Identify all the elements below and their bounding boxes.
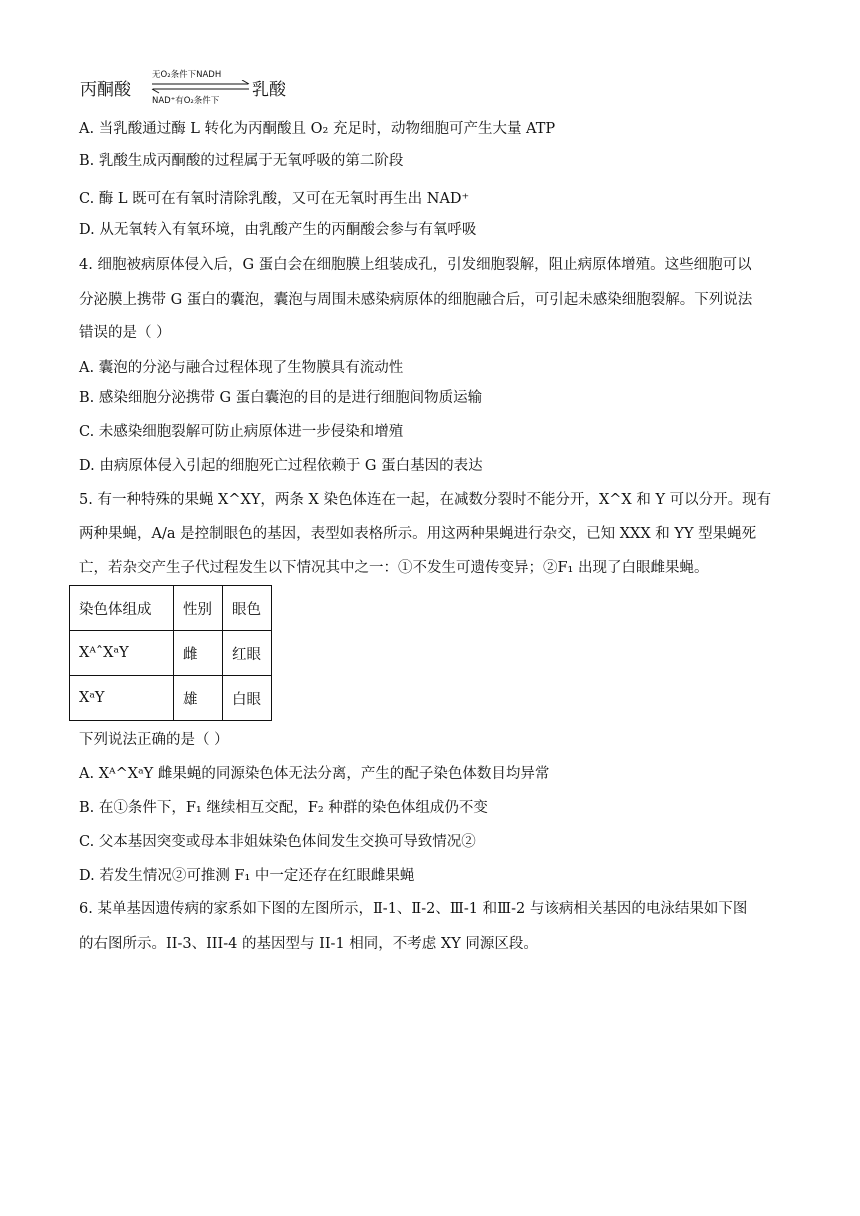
table-row	[70, 676, 272, 721]
q5-stem-line-1: 5. 有一种特殊的果蝇 X^XY，两条 X 染色体连在一起，在减数分裂时不能分开，X^X 和 Y 可以分开。现有	[79, 492, 772, 508]
reversible-arrow-icon	[150, 80, 252, 94]
q4-stem-line-1: 4. 细胞被病原体侵入后，G 蛋白会在细胞膜上组装成孔，引发细胞裂解，阻止病原体增殖。这些细胞可以	[79, 257, 752, 273]
q4-option-a: A. 囊泡的分泌与融合过程体现了生物膜具有流动性	[79, 360, 404, 376]
table-row	[70, 631, 272, 676]
q4-option-c: C. 未感染细胞裂解可防止病原体进一步侵染和增殖	[79, 424, 404, 440]
q5-stem-line-2: 两种果蝇，A/a 是控制眼色的基因，表型如表格所示。用这两种果蝇进行杂交，已知 XXX 和 YY 型果蝇死	[79, 526, 757, 542]
reaction-top-condition: 无O₂条件下NADH	[152, 70, 222, 80]
table-cell: XᴬˆXᵃY	[70, 631, 174, 676]
q5-prompt: 下列说法正确的是（ ）	[79, 732, 229, 748]
q3-option-c: C. 酶 L 既可在有氧时清除乳酸，又可在无氧时再生出 NAD⁺	[79, 191, 470, 207]
reaction-equation	[80, 66, 400, 110]
table-header-cell: 染色体组成	[70, 586, 174, 631]
table-cell: 红眼	[223, 631, 272, 676]
q4-stem-line-3: 错误的是（ ）	[79, 325, 171, 341]
table-cell: 雌	[174, 631, 223, 676]
reaction-left-term: 丙酮酸	[80, 80, 131, 100]
reaction-right-term: 乳酸	[252, 80, 286, 100]
q5-option-d: D. 若发生情况②可推测 F₁ 中一定还存在红眼雌果蝇	[79, 868, 415, 884]
table-cell: 白眼	[223, 676, 272, 721]
q5-stem-line-3: 亡，若杂交产生子代过程发生以下情况其中之一：①不发生可遗传变异；②F₁ 出现了白眼雌果蝇。	[79, 560, 709, 576]
reaction-bottom-condition: NAD⁺有O₂条件下	[152, 96, 220, 106]
q5-option-a: A. Xᴬ^XᵃY 雌果蝇的同源染色体无法分离，产生的配子染色体数目均异常	[79, 766, 550, 782]
table-header-cell: 眼色	[223, 586, 272, 631]
table-header-row	[70, 586, 272, 631]
q5-option-c: C. 父本基因突变或母本非姐妹染色体间发生交换可导致情况②	[79, 834, 476, 850]
q3-option-a: A. 当乳酸通过酶 L 转化为丙酮酸且 O₂ 充足时，动物细胞可产生大量 ATP	[79, 121, 556, 137]
q4-option-d: D. 由病原体侵入引起的细胞死亡过程依赖于 G 蛋白基因的表达	[79, 458, 483, 474]
q3-option-d: D. 从无氧转入有氧环境，由乳酸产生的丙酮酸会参与有氧呼吸	[79, 222, 477, 238]
q4-option-b: B. 感染细胞分泌携带 G 蛋白囊泡的目的是进行细胞间物质运输	[79, 390, 483, 406]
q4-stem-line-2: 分泌膜上携带 G 蛋白的囊泡，囊泡与周围未感染病原体的细胞融合后，可引起未感染细胞裂解。下列说法	[79, 292, 753, 308]
q6-stem-line-2: 的右图所示。II-3、III-4 的基因型与 II-1 相同，不考虑 XY 同源区段。	[79, 936, 538, 952]
phenotype-table	[69, 585, 272, 721]
table-cell: XᵃY	[70, 676, 174, 721]
table-header-cell: 性别	[174, 586, 223, 631]
q5-option-b: B. 在①条件下，F₁ 继续相互交配，F₂ 种群的染色体组成仍不变	[79, 800, 488, 816]
q6-stem-line-1: 6. 某单基因遗传病的家系如下图的左图所示，Ⅱ-1、Ⅱ-2、Ⅲ-1 和Ⅲ-2 与该病相关基因的电泳结果如下图	[79, 901, 748, 917]
table-cell: 雄	[174, 676, 223, 721]
q3-option-b: B. 乳酸生成丙酮酸的过程属于无氧呼吸的第二阶段	[79, 153, 404, 169]
